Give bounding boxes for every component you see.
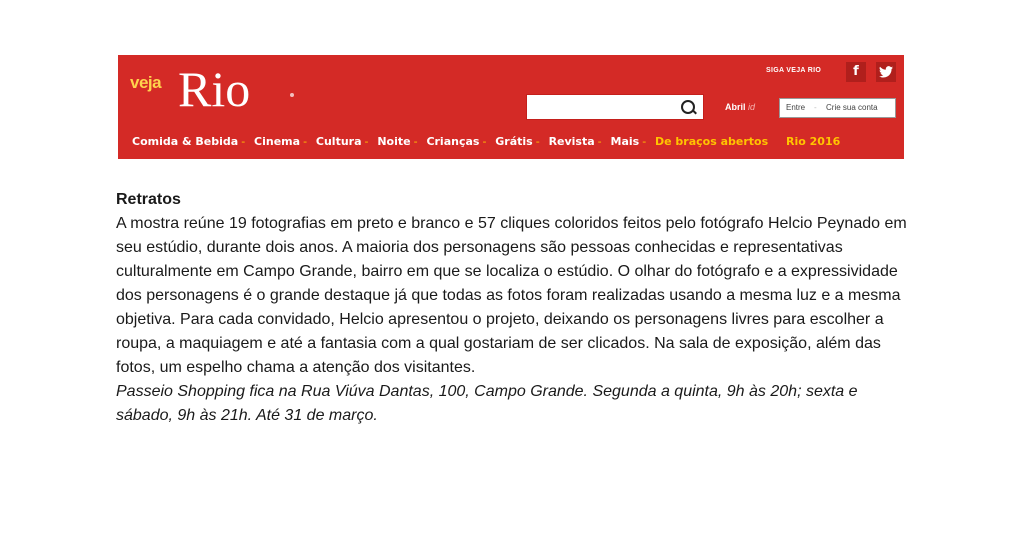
article-venue-info: Passeio Shopping fica na Rua Viúva Dantas, 100, Campo Grande. Segunda a quinta, 9h às 20h; sexta e sábado, 9h às 21h. Até 31 de março. [116,383,858,424]
facebook-icon[interactable]: f [846,62,866,82]
nav-item-gratis[interactable]: Grátis [495,135,533,148]
nav-item-cinema[interactable]: Cinema [254,135,301,148]
search-icon[interactable] [681,100,695,114]
site-header-banner [118,55,904,159]
nav-item-comida-bebida[interactable]: Comida & Bebida [132,135,239,148]
search-input[interactable] [526,94,704,120]
logo-dot-icon [290,93,294,97]
nav-item-cultura[interactable]: Cultura [315,135,362,148]
twitter-icon[interactable] [876,62,896,82]
nav-item-criancas[interactable]: Crianças [426,135,480,148]
auth-box [779,98,896,118]
logo-veja-text: veja [130,73,162,92]
nav-item-noite[interactable]: Noite [377,135,411,148]
article [116,188,916,428]
article-body: A mostra reúne 19 fotografias em preto e branco e 57 cliques coloridos feitos pelo fotógrafo Helcio Peynado em seu estúdio, durante dois anos. A maioria dos personagens são pessoas conhecidas e representativas culturalmente em Campo Grande, bairro em que se localiza o estúdio. O olhar do fotógrafo e a expressividade dos personagens é o grande destaque já que todas as fotos foram realizadas usando a mesma luz e a mesma objetiva. Para cada convidado, Helcio apresentou o projeto, deixando os personagens livres para escolher a roupa, a maquiagem e até a fantasia com a qual gostariam de ser clicados. Na sala de exposição, além das fotos, um espelho chama a atenção dos visitantes. [116,215,907,376]
signup-link[interactable]: Crie sua conta [826,103,878,112]
article-title: Retratos [116,191,181,208]
login-link[interactable]: Entre [786,103,806,112]
nav-item-revista[interactable]: Revista [548,135,595,148]
auth-separator: - [814,103,817,112]
nav-item-mais[interactable]: Mais [610,135,640,148]
abril-label: Abril [725,102,746,112]
logo-rio-text: Rio [178,61,251,117]
main-nav: Comida & Bebida - Cinema - Cultura - Noite - Crianças - Grátis - Revista - Mais - De braços abertos Rio 2016 [132,135,841,148]
abril-id-label: id [748,102,756,112]
nav-item-de-bracos-abertos[interactable]: De braços abertos [655,135,769,148]
nav-item-rio-2016[interactable]: Rio 2016 [786,135,841,148]
social-follow-label: SIGA VEJA RIO [766,67,822,74]
abril-id-link[interactable] [725,102,755,112]
